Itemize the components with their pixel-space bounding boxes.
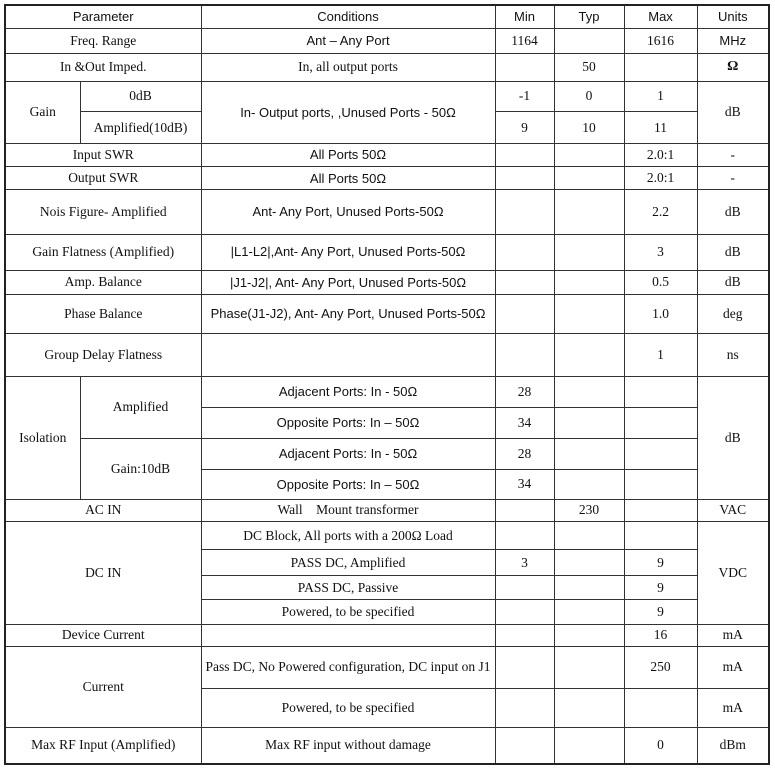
table-row [5, 438, 769, 469]
cond-amp-balance: |J1-J2|, Ant- Any Port, Unused Ports-50Ω [201, 270, 495, 294]
cond-isolation-adjacent: Adjacent Ports: In - 50Ω [201, 377, 495, 407]
cond-output-swr: All Ports 50Ω [201, 167, 495, 190]
min-imped [495, 53, 554, 81]
table-row [5, 334, 769, 377]
header-units: Units [697, 5, 769, 28]
units-current-powered: mA [697, 688, 769, 727]
units-dc-in: VDC [697, 522, 769, 625]
param-input-swr: Input SWR [5, 144, 201, 167]
param-current: Current [5, 646, 201, 727]
max-dc-powered: 9 [624, 600, 697, 624]
table-row [5, 144, 769, 167]
param-gain-amplified: Amplified(10dB) [80, 112, 201, 144]
cond-dc-block: DC Block, All ports with a 200Ω Load [201, 522, 495, 550]
max-group-delay: 1 [624, 334, 697, 377]
typ-gain-amp: 10 [554, 112, 624, 144]
cond-gain: In- Output ports, ,Unused Ports - 50Ω [201, 81, 495, 143]
cond-current-powered: Powered, to be specified [201, 688, 495, 727]
param-max-rf: Max RF Input (Amplified) [5, 728, 201, 764]
cond-group-delay [201, 334, 495, 377]
header-conditions: Conditions [201, 5, 495, 28]
param-imped: In &Out Imped. [5, 53, 201, 81]
units-imped: Ω [697, 53, 769, 81]
header-max: Max [624, 5, 697, 28]
table-row [5, 646, 769, 688]
cond-isolation-opposite: Opposite Ports: In – 50Ω [201, 407, 495, 438]
table-row [5, 234, 769, 270]
cond-current-pass-dc: Pass DC, No Powered configuration, DC input on J1 [201, 646, 495, 688]
cond-dc-passive: PASS DC, Passive [201, 576, 495, 600]
cond-freq: Ant – Any Port [201, 28, 495, 53]
table-row [5, 624, 769, 646]
table-row [5, 190, 769, 234]
max-dc-passive: 9 [624, 576, 697, 600]
table-row [5, 81, 769, 111]
cond-ac-in: Wall Mount transformer [201, 499, 495, 521]
table-row [5, 294, 769, 333]
cond-dc-amplified: PASS DC, Amplified [201, 550, 495, 576]
max-imped [624, 53, 697, 81]
cond-phase-balance: Phase(J1-J2), Ant- Any Port, Unused Ports-50Ω [201, 294, 495, 333]
typ-gain-0db: 0 [554, 81, 624, 111]
max-flatness: 3 [624, 234, 697, 270]
units-noise: dB [697, 190, 769, 234]
param-ac-in: AC IN [5, 499, 201, 521]
units-output-swr: - [697, 167, 769, 190]
units-max-rf: dBm [697, 728, 769, 764]
param-isolation: Isolation [5, 377, 80, 500]
typ-ac-in: 230 [554, 499, 624, 521]
table-row [5, 377, 769, 407]
min-gain-amp: 9 [495, 112, 554, 144]
typ-imped: 50 [554, 53, 624, 81]
units-freq: MHz [697, 28, 769, 53]
header-row [5, 5, 769, 28]
header-typ: Typ [554, 5, 624, 28]
units-input-swr: - [697, 144, 769, 167]
param-freq: Freq. Range [5, 28, 201, 53]
max-input-swr: 2.0:1 [624, 144, 697, 167]
header-min: Min [495, 5, 554, 28]
cond-dc-powered: Powered, to be specified [201, 600, 495, 624]
max-amp-balance: 0.5 [624, 270, 697, 294]
cond-isolation-adjacent: Adjacent Ports: In - 50Ω [201, 438, 495, 469]
param-group-delay: Group Delay Flatness [5, 334, 201, 377]
max-gain-amp: 11 [624, 112, 697, 144]
table-row [5, 728, 769, 764]
param-phase-balance: Phase Balance [5, 294, 201, 333]
param-output-swr: Output SWR [5, 167, 201, 190]
units-phase-balance: deg [697, 294, 769, 333]
param-gain: Gain [5, 81, 80, 143]
units-group-delay: ns [697, 334, 769, 377]
cond-noise: Ant- Any Port, Unused Ports-50Ω [201, 190, 495, 234]
min-isolation-1: 28 [495, 377, 554, 407]
units-ac-in: VAC [697, 499, 769, 521]
max-freq: 1616 [624, 28, 697, 53]
param-noise: Nois Figure- Amplified [5, 190, 201, 234]
spec-table [4, 4, 770, 765]
min-gain-0db: -1 [495, 81, 554, 111]
units-gain: dB [697, 81, 769, 143]
cond-isolation-opposite: Opposite Ports: In – 50Ω [201, 469, 495, 499]
header-parameter: Parameter [5, 5, 201, 28]
cond-input-swr: All Ports 50Ω [201, 144, 495, 167]
cond-imped: In, all output ports [201, 53, 495, 81]
max-noise: 2.2 [624, 190, 697, 234]
units-isolation: dB [697, 377, 769, 500]
max-max-rf: 0 [624, 728, 697, 764]
units-device-current: mA [697, 624, 769, 646]
min-freq: 1164 [495, 28, 554, 53]
param-isolation-amplified: Amplified [80, 377, 201, 438]
param-isolation-gain: Gain:10dB [80, 438, 201, 499]
param-gain-0db: 0dB [80, 81, 201, 111]
table-row [5, 522, 769, 550]
units-flatness: dB [697, 234, 769, 270]
table-row [5, 499, 769, 521]
max-phase-balance: 1.0 [624, 294, 697, 333]
table-row [5, 28, 769, 53]
max-output-swr: 2.0:1 [624, 167, 697, 190]
min-isolation-2: 34 [495, 407, 554, 438]
min-isolation-4: 34 [495, 469, 554, 499]
min-isolation-3: 28 [495, 438, 554, 469]
max-dc-amplified: 9 [624, 550, 697, 576]
units-amp-balance: dB [697, 270, 769, 294]
param-flatness: Gain Flatness (Amplified) [5, 234, 201, 270]
max-device-current: 16 [624, 624, 697, 646]
cond-max-rf: Max RF input without damage [201, 728, 495, 764]
units-current-pass-dc: mA [697, 646, 769, 688]
param-amp-balance: Amp. Balance [5, 270, 201, 294]
cond-flatness: |L1-L2|,Ant- Any Port, Unused Ports-50Ω [201, 234, 495, 270]
param-dc-in: DC IN [5, 522, 201, 625]
table-row [5, 53, 769, 81]
typ-freq [554, 28, 624, 53]
min-dc-amplified: 3 [495, 550, 554, 576]
table-row [5, 167, 769, 190]
param-device-current: Device Current [5, 624, 201, 646]
max-current-pass-dc: 250 [624, 646, 697, 688]
max-gain-0db: 1 [624, 81, 697, 111]
table-row [5, 270, 769, 294]
